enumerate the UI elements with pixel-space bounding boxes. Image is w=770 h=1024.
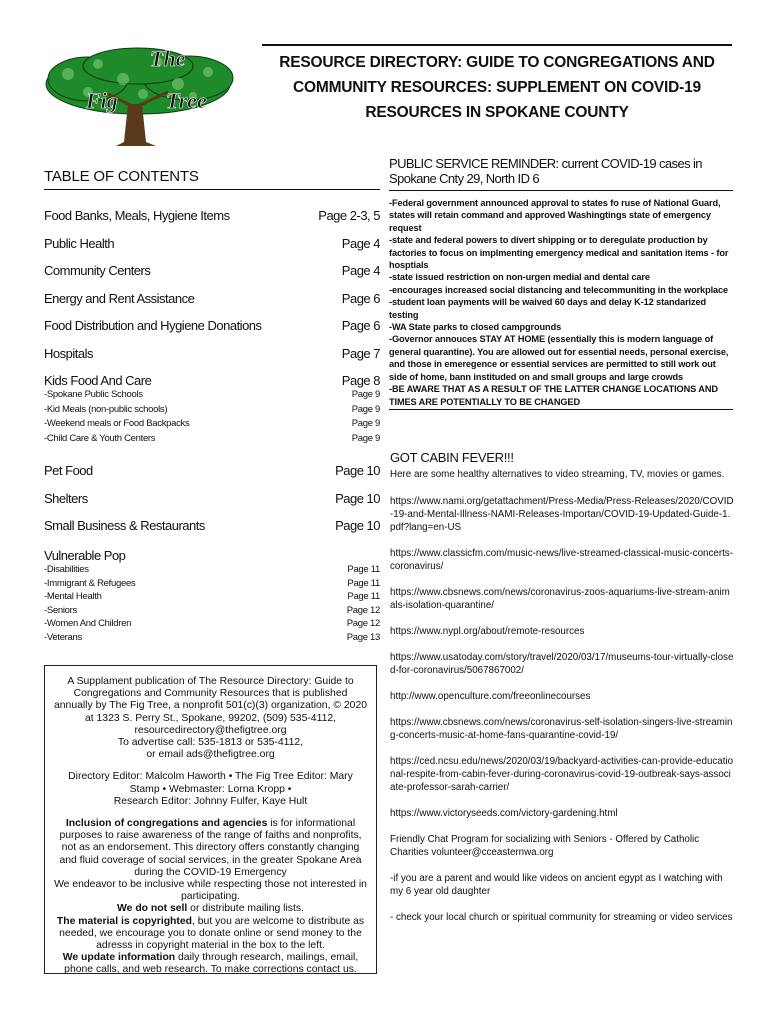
table-of-contents: [44, 168, 380, 645]
resource-link[interactable]: https://www.nami.org/getattachment/Press-Media/Press-Releases/2020/COVID-19-and-Mental-Illness-NAMI-Releases-Importan/COVID-19-Updated-Guide-1.pdf?lang=en-US: [390, 496, 734, 533]
toc-sublabel: -Immigrant & Refugees: [44, 577, 136, 589]
parent-note: -if you are a parent and would like videos on ancient egypt as I watching with my 6 year old daughter: [390, 873, 723, 897]
info-editors: Directory Editor: Malcolm Haworth • The Fig Tree Editor: Mary Stamp • Webmaster: Lorna Kropp •: [68, 771, 353, 795]
toc-title: TABLE OF CONTENTS: [44, 168, 380, 190]
logo-word-the: The: [150, 46, 186, 71]
toc-subentry: [44, 404, 380, 419]
cabin-intro: Here are some healthy alternatives to video streaming, TV, movies or games.: [390, 469, 725, 480]
info-update-bold: We update information: [62, 952, 176, 964]
resource-link[interactable]: https://www.cbsnews.com/news/coronavirus-self-isolation-singers-live-streaming-concerts-music-at-home-fans-quarantine-covid-19/: [390, 717, 733, 741]
toc-page: Page 8: [341, 373, 380, 388]
toc-page: Page 7: [341, 345, 380, 361]
toc-label: Pet Food: [44, 463, 93, 478]
info-mailing: [53, 903, 368, 915]
reminder-item: -WA State parks to closed campgrounds: [389, 322, 562, 333]
toc-entry: [44, 236, 380, 264]
toc-label: Energy and Rent Assistance: [44, 290, 195, 306]
toc-subentry: [44, 605, 380, 619]
info-copyright: [53, 916, 368, 953]
info-update: [53, 952, 368, 976]
info-publication: A Supplament publication of The Resource Directory: Guide to Congregations and Community Resources that is published annually by The Fig Tree, a nonprofit 501(c)(3) organization, © 2020 at 1323 S. Perry St., Spokane, 99202, (509) 535-4112, resourcedirectory@thefigtree.org: [53, 676, 367, 736]
toc-entry: [44, 463, 380, 491]
toc-subpage: Page 9: [351, 432, 380, 444]
toc-label: Food Banks, Meals, Hygiene Items: [44, 208, 230, 223]
toc-subpage: Page 11: [347, 564, 380, 575]
title-line-3: RESOURCES IN SPOKANE COUNTY: [365, 104, 629, 121]
toc-entry: [44, 518, 380, 548]
info-inclusion: [53, 818, 368, 879]
fig-tree-logo: [28, 44, 246, 148]
toc-label: Public Health: [44, 235, 115, 251]
resource-link[interactable]: https://www.cbsnews.com/news/coronavirus-zoos-aquariums-live-stream-animals-isolation-quarantine/: [390, 587, 730, 611]
publication-info-box: [44, 665, 377, 974]
toc-sublabel: -Mental Health: [44, 591, 102, 602]
toc-page: Page 10: [335, 518, 380, 533]
toc-entry: [44, 208, 380, 236]
info-advertise: To advertise call: 535-1813 or 535-4112,: [117, 737, 304, 749]
resource-link[interactable]: https://www.usatoday.com/story/travel/2020/03/17/museums-tour-virtually-closed-for-coronavirus/5067867002/: [390, 652, 734, 676]
logo-word-tree: Tree: [166, 88, 207, 113]
logo-word-fig: Fig: [86, 88, 118, 113]
toc-subentry: [44, 389, 380, 404]
reminder-item: -Federal government announced approval to states fo ruse of National Guard, states will retain command and approved Washingtings state of emergency request: [389, 198, 721, 233]
toc-page: Page 2-3, 5: [318, 208, 380, 223]
toc-sublabel: -Spokane Public Schools: [44, 389, 143, 400]
title-line-1: RESOURCE DIRECTORY: GUIDE TO CONGREGATIONS AND: [279, 54, 715, 71]
toc-subentry: [44, 433, 380, 448]
toc-subpage: Page 11: [347, 591, 380, 602]
toc-subpage: Page 9: [351, 403, 380, 415]
toc-subpage: Page 12: [346, 604, 380, 616]
toc-sublabel: -Weekend meals or Food Backpacks: [44, 418, 190, 429]
resource-link[interactable]: https://ced.ncsu.edu/news/2020/03/19/backyard-activities-can-provide-educational-respite-from-cabin-fever-during-coronavirus-covid-19-outbreak-says-associate-professor-sarah-carrier/: [390, 756, 734, 793]
toc-sublabel: -Child Care & Youth Centers: [44, 432, 156, 444]
reminder-item: -student loan payments will be waived 60 days and delay K-12 standarized testing: [389, 297, 707, 320]
toc-entry: [44, 491, 380, 519]
toc-label: Small Business & Restaurants: [44, 518, 205, 533]
toc-subentry: [44, 591, 380, 605]
title-line-2: COMMUNITY RESOURCES: SUPPLEMENT ON COVID-19: [293, 79, 701, 96]
church-note: - check your local church or spiritual community for streaming or video services: [390, 912, 733, 923]
toc-label: Community Centers: [44, 263, 151, 278]
public-service-reminder: [389, 156, 733, 410]
resource-link[interactable]: https://www.classicfm.com/music-news/live-streamed-classical-music-concerts-coronavirus/: [390, 548, 733, 572]
toc-entry: [44, 548, 380, 564]
toc-page: Page 6: [341, 290, 380, 306]
toc-subentry: [44, 418, 380, 433]
info-endeavor: We endeavor to be inclusive while respecting those not interested in participating.: [54, 879, 367, 903]
toc-subentry: [44, 564, 380, 578]
senior-chat-note: Friendly Chat Program for socializing with Seniors - Offered by Catholic Charities volunteer@cceasternwa.org: [390, 834, 700, 858]
info-inclusion-text: is for informational purposes to raise awareness of the range of faiths and nonprofits, not as an endorsement. This directory offers constantly changing and fluid coverage of social services, in the greater Spokane Area during the COVID-19 Emergency: [59, 818, 362, 878]
toc-entry: [44, 263, 380, 291]
toc-page: Page 4: [341, 263, 380, 278]
info-copyright-bold: The material is copyrighted: [56, 915, 192, 927]
toc-page: Page 10: [335, 463, 380, 478]
resource-link[interactable]: https://www.victoryseeds.com/victory-gardening.html: [390, 808, 618, 819]
toc-entry: [44, 318, 380, 346]
toc-subpage: Page 9: [351, 418, 380, 429]
info-update-text: daily through research, mailings, email, phone calls, and web research. To make corrections contact us.: [64, 952, 359, 976]
cabin-title: GOT CABIN FEVER!!!: [390, 450, 514, 465]
info-mailing-text: or distribute mailing lists.: [187, 903, 304, 915]
info-mailing-bold: We do not sell: [117, 903, 188, 915]
info-research-editor: Research Editor: Johnny Fulfer, Kaye Hult: [113, 795, 308, 807]
info-copyright-text: , but you are welcome to distribute as needed, we encourage you to donate online or send money to the adresss in copyright material in the box to the left.: [59, 915, 365, 952]
toc-sublabel: -Women And Children: [44, 618, 132, 629]
toc-page: Page 6: [341, 318, 380, 333]
toc-page: Page 10: [335, 490, 380, 506]
toc-label: Shelters: [44, 490, 88, 506]
info-inclusion-bold: Inclusion of congregations and agencies: [65, 818, 268, 830]
reminder-item: -state issued restriction on non-urgen medial and dental care: [389, 272, 650, 283]
info-ads-email: or email ads@thefigtree.org: [146, 749, 275, 761]
reminder-list: [389, 197, 733, 410]
resource-link[interactable]: https://www.nypl.org/about/remote-resources: [390, 626, 585, 637]
toc-subentry: [44, 632, 380, 646]
reminder-item: -state and federal powers to divert shipping or to deregulate production by factories to focus on implmenting emergency medical and sanitation items - for hosptials: [389, 235, 729, 271]
toc-label: Food Distribution and Hygiene Donations: [44, 318, 262, 333]
toc-label: Kids Food And Care: [44, 373, 152, 388]
toc-subentry: [44, 618, 380, 632]
toc-subpage: Page 12: [346, 618, 380, 629]
reminder-item: -encourages increased social distancing and telecommuniting in the workplace: [389, 284, 729, 295]
toc-label: Hospitals: [44, 345, 93, 361]
toc-page: Page 4: [341, 235, 380, 251]
toc-subpage: Page 9: [351, 389, 380, 400]
cabin-fever-section: [390, 450, 734, 937]
toc-entry: [44, 373, 380, 389]
toc-sublabel: -Seniors: [44, 604, 77, 616]
reminder-title: PUBLIC SERVICE REMINDER: current COVID-19 cases in Spokane Cnty 29, North ID 6: [389, 156, 733, 191]
toc-entry: [44, 346, 380, 374]
page-title: [262, 50, 732, 125]
reminder-item: -BE AWARE THAT AS A RESULT OF THE LATTER CHANGE LOCATIONS AND TIMES ARE POTENTIALLY TO BE CHANGED: [389, 384, 718, 407]
toc-sublabel: -Kid Meals (non-public schools): [44, 403, 168, 415]
toc-subentry: [44, 578, 380, 592]
toc-entry: [44, 291, 380, 319]
toc-subpage: Page 11: [347, 577, 380, 589]
resource-link[interactable]: http://www.openculture.com/freeonlinecourses: [390, 691, 591, 702]
reminder-item: -Governor annouces STAY AT HOME (essentially this is modern language of general quarantine). You are allowed out for essential needs, personal exercise, and those in emeregence or essential services are permitted to still work out side of home, bann instituded on and small groups and large crowds: [389, 334, 729, 382]
toc-subpage: Page 13: [346, 631, 380, 643]
header-rule: [262, 44, 732, 46]
toc-sublabel: -Veterans: [44, 631, 82, 643]
toc-label: Vulnerable Pop: [44, 548, 126, 563]
toc-sublabel: -Disabilities: [44, 564, 89, 575]
